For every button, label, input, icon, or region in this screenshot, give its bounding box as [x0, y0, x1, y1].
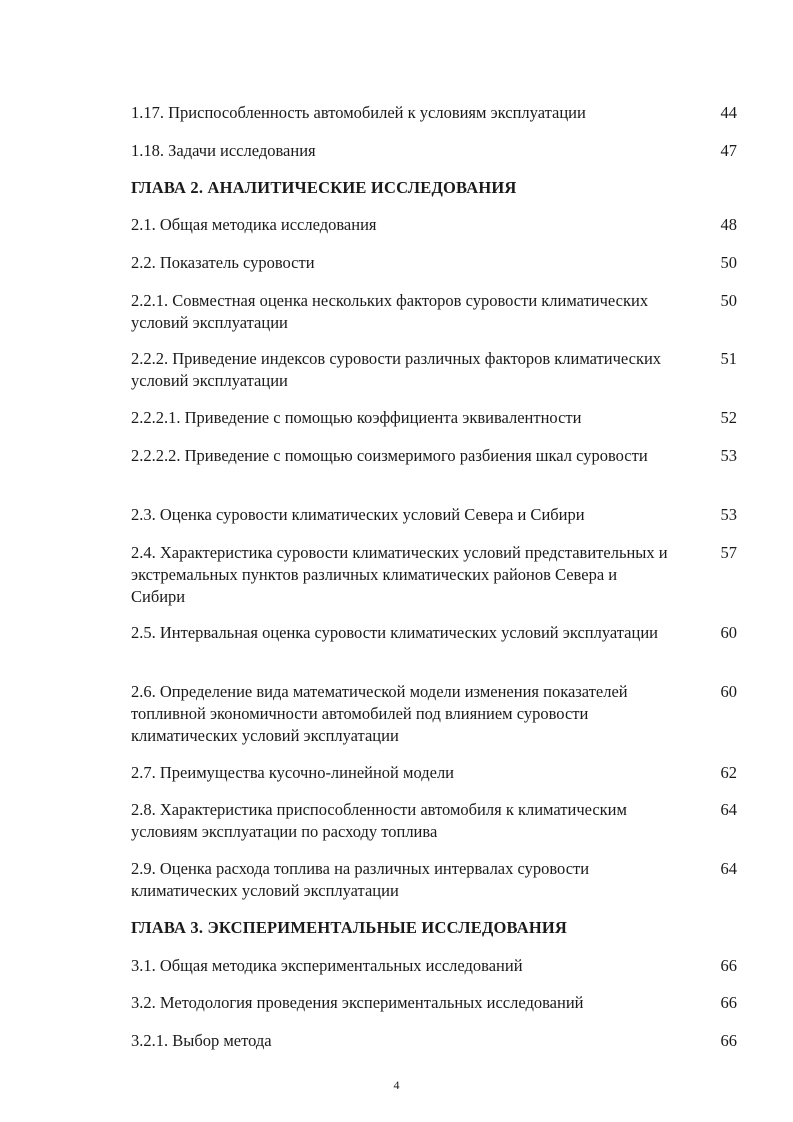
toc-entry-title: 2.2.1. Совместная оценка нескольких факторов суровости климатических условий эксплуатации: [131, 291, 649, 332]
toc-entry-title: 2.2.2.1. Приведение с помощью коэффициента эквивалентности: [131, 408, 582, 427]
toc-entry: [131, 542, 741, 608]
toc-entry-title: 2.2.2. Приведение индексов суровости различных факторов климатических условий эксплуатации: [131, 349, 662, 390]
toc-entry: [131, 858, 741, 902]
toc-entry-title: 2.5. Интервальная оценка суровости климатических условий эксплуатации: [131, 623, 658, 642]
toc-entry: [131, 992, 741, 1014]
toc-entry-title: 3.1. Общая методика экспериментальных исследований: [131, 956, 523, 975]
toc-entry: [131, 140, 741, 162]
toc-entry-title: 2.3. Оценка суровости климатических условий Севера и Сибири: [131, 505, 585, 524]
toc-entry-page: 53: [720, 446, 737, 465]
toc-entry-title: 2.2. Показатель суровости: [131, 253, 315, 272]
toc-entry-title: 2.1. Общая методика исследования: [131, 215, 377, 234]
toc-entry: [131, 955, 741, 977]
chapter-heading: ГЛАВА 3. ЭКСПЕРИМЕНТАЛЬНЫЕ ИССЛЕДОВАНИЯ: [131, 918, 568, 937]
toc-entry: [131, 290, 741, 334]
toc-entry-title: 2.7. Преимущества кусочно-линейной модели: [131, 763, 455, 782]
toc-entry: [131, 1030, 741, 1052]
toc-entry: [131, 445, 741, 467]
toc-entry: [131, 252, 741, 274]
toc-entry-page: 47: [720, 141, 737, 160]
toc-entry-title: 2.8. Характеристика приспособленности автомобиля к климатическим условиям эксплуатации по расходу топлива: [131, 800, 627, 841]
toc-entry-title: 2.2.2.2. Приведение с помощью соизмеримого разбиения шкал суровости: [131, 446, 648, 465]
toc-entry-page: 50: [720, 253, 737, 272]
toc-entry-title: 3.2.1. Выбор метода: [131, 1031, 272, 1050]
page-number: 4: [393, 1078, 400, 1092]
toc-entry-page: 66: [720, 1031, 737, 1050]
toc-entry: [131, 762, 741, 784]
toc-entry: [131, 622, 741, 644]
toc-entry: [131, 102, 741, 124]
toc-entry-page: 64: [720, 800, 737, 819]
toc-entry-title: 1.18. Задачи исследования: [131, 141, 316, 160]
toc-entry-page: 60: [720, 623, 737, 642]
toc-entry-page: 50: [720, 291, 737, 310]
toc-entry-page: 57: [720, 543, 737, 562]
toc-entry: [131, 799, 741, 843]
toc-entry-title: 2.9. Оценка расхода топлива на различных интервалах суровости климатических условий эксплуатации: [131, 859, 590, 900]
toc-entry-title: 2.4. Характеристика суровости климатических условий представительных и экстремальных пунктов различных климатических районов Севера и Сибири: [131, 543, 668, 606]
toc-entry-page: 48: [720, 215, 737, 234]
toc-entry-title: 2.6. Определение вида математической модели изменения показателей топливной экономичности автомобилей под влиянием суровости климатических условий эксплуатации: [131, 682, 628, 745]
chapter-heading: ГЛАВА 2. АНАЛИТИЧЕСКИЕ ИССЛЕДОВАНИЯ: [131, 178, 517, 197]
toc-entry-title: 1.17. Приспособленность автомобилей к условиям эксплуатации: [131, 103, 586, 122]
toc-entry-page: 44: [720, 103, 737, 122]
toc-entry-page: 60: [720, 682, 737, 701]
toc-entry-page: 53: [720, 505, 737, 524]
toc-entry-page: 52: [720, 408, 737, 427]
toc-entry-page: 66: [720, 956, 737, 975]
toc-entry: [131, 348, 741, 392]
toc-entry-page: 51: [720, 349, 737, 368]
toc-entry-page: 66: [720, 993, 737, 1012]
toc-entry: [131, 407, 741, 429]
toc-entry: [131, 504, 741, 526]
toc-entry-page: 64: [720, 859, 737, 878]
toc-entry-page: 62: [720, 763, 737, 782]
toc-entry-title: 3.2. Методология проведения экспериментальных исследований: [131, 993, 584, 1012]
toc-entry: [131, 681, 741, 747]
toc-entry: [131, 214, 741, 236]
